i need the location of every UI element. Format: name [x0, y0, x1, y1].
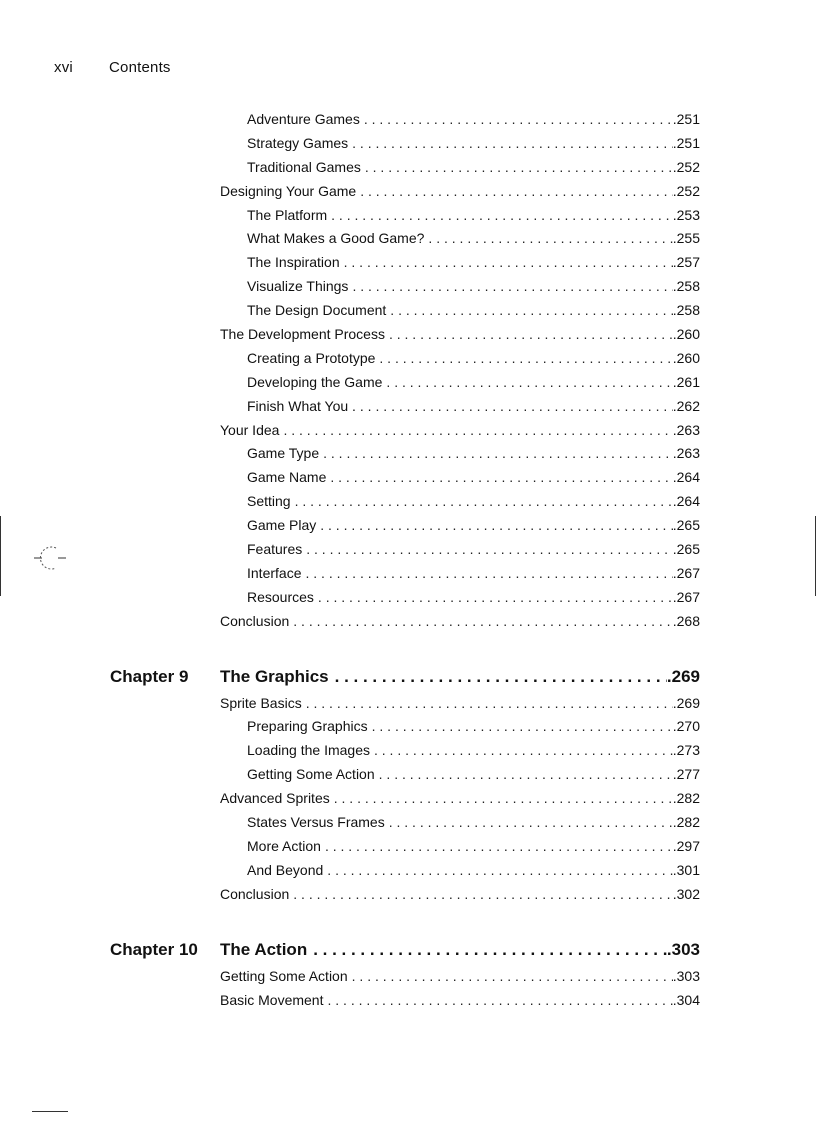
toc-entry-page-number: .260: [672, 326, 700, 343]
toc-entry-title: The Development Process: [220, 326, 385, 343]
chapter-title: The Graphics: [220, 666, 329, 686]
toc-entry-title: The Inspiration: [247, 254, 340, 271]
toc-entry: [247, 299, 700, 323]
dot-leader: [352, 275, 672, 299]
toc-entry-title: Game Type: [247, 445, 320, 462]
toc-entry-page-number: .302: [672, 885, 700, 902]
toc-entry-title: Loading the Images: [247, 742, 370, 759]
toc-entry-page-number: .264: [672, 469, 700, 486]
dot-leader: [306, 692, 673, 716]
toc-entry-title: What Makes a Good Game?: [247, 230, 425, 247]
toc-entry-title: And Beyond: [247, 861, 324, 878]
toc-entry-title: Resources: [247, 588, 314, 605]
dot-leader: [295, 490, 673, 514]
chapter-label: Chapter 10: [110, 939, 198, 959]
chapter-gap: [110, 907, 700, 915]
dot-leader: [344, 251, 673, 275]
toc-entry-title: Advanced Sprites: [220, 790, 330, 807]
toc-entry-page-number: .263: [672, 421, 700, 438]
toc-entry-page-number: .273: [672, 742, 700, 759]
toc-entry-page-number: .303: [672, 967, 700, 984]
toc-entry-page-number: .277: [672, 766, 700, 783]
dot-leader: [379, 347, 672, 371]
toc-entry: [220, 883, 700, 907]
dot-leader: [305, 562, 672, 586]
toc-entry-page-number: .255: [672, 230, 700, 247]
dot-leader: [428, 227, 672, 251]
toc-chapter-10: [110, 937, 700, 963]
dot-leader: [335, 664, 667, 690]
toc-entry: [247, 835, 700, 859]
toc-entry: [247, 132, 700, 156]
toc-entry: [247, 859, 700, 883]
toc-entry: [247, 562, 700, 586]
toc-entry-title: The Platform: [247, 206, 328, 223]
toc-entry-title: More Action: [247, 837, 321, 854]
toc-chapter-9: [110, 664, 700, 690]
chapter-title: The Action: [220, 939, 308, 959]
toc-entry-title: Preparing Graphics: [247, 718, 368, 735]
dot-leader: [318, 586, 673, 610]
toc-entry-page-number: .252: [672, 158, 700, 175]
toc-entry: [220, 180, 700, 204]
chapter-page-number: .303: [666, 939, 700, 959]
toc-entry: [220, 610, 700, 634]
toc-entry-page-number: .267: [672, 588, 700, 605]
toc-entry-page-number: .265: [672, 517, 700, 534]
toc-entry-title: Traditional Games: [247, 158, 361, 175]
dot-leader: [331, 204, 673, 228]
toc-entry: [247, 371, 700, 395]
toc-section-chapter-9: [110, 692, 700, 907]
toc-entry-title: Finish What You . . .: [247, 397, 372, 414]
toc-section-chapter-10: [110, 965, 700, 1013]
dot-leader: [379, 763, 673, 787]
toc-entry-page-number: .282: [672, 814, 700, 831]
toc-entry-title: Your Idea: [220, 421, 280, 438]
toc-entry: [247, 586, 700, 610]
toc-entry-page-number: .282: [672, 790, 700, 807]
dot-leader: [372, 715, 673, 739]
toc-entry: [247, 811, 700, 835]
toc-entry-page-number: .258: [672, 278, 700, 295]
dot-leader: [365, 156, 673, 180]
toc-entry: [247, 156, 700, 180]
toc-entry: [247, 395, 700, 419]
toc-entry-page-number: .304: [672, 991, 700, 1008]
toc-entry: [247, 275, 700, 299]
toc-entry-title: Strategy Games: [247, 134, 349, 151]
toc-entry-page-number: .267: [672, 564, 700, 581]
toc-entry-title: Conclusion: [220, 885, 290, 902]
toc-entry-title: Features: [247, 541, 303, 558]
toc-entry-page-number: .297: [672, 837, 700, 854]
dot-leader: [293, 883, 672, 907]
dot-leader: [330, 466, 672, 490]
toc-entry: [247, 227, 700, 251]
toc-entry-title: Getting Some Action: [220, 967, 348, 984]
toc-entry-page-number: .263: [672, 445, 700, 462]
toc-entry-page-number: .268: [672, 612, 700, 629]
toc-entry-page-number: .257: [672, 254, 700, 271]
toc-entry-page-number: .301: [672, 861, 700, 878]
toc-entry-title: Creating a Prototype: [247, 349, 376, 366]
toc-entry-page-number: .252: [672, 182, 700, 199]
toc-entry: [220, 323, 700, 347]
table-of-contents: [110, 108, 700, 1012]
chapter-label: Chapter 9: [110, 666, 189, 686]
toc-entry-page-number: .262: [672, 397, 700, 414]
toc-entry: [247, 442, 700, 466]
toc-entry: [220, 692, 700, 716]
toc-entry-title: Visualize Things: [247, 278, 349, 295]
toc-entry-page-number: .251: [672, 134, 700, 151]
dot-leader: [293, 610, 672, 634]
dot-leader: [389, 811, 673, 835]
toc-entry-page-number: .269: [672, 694, 700, 711]
toc-entry-page-number: .253: [672, 206, 700, 223]
dot-leader: [325, 835, 673, 859]
toc-entry-title: Adventure Games: [247, 111, 360, 127]
toc-entry: [220, 787, 700, 811]
dot-leader: [364, 108, 673, 132]
toc-entry: [220, 419, 700, 443]
toc-entry: [247, 763, 700, 787]
toc-entry: [247, 739, 700, 763]
toc-entry: [247, 251, 700, 275]
toc-entry-page-number: .264: [672, 493, 700, 510]
toc-entry: [247, 715, 700, 739]
toc-entry: [247, 538, 700, 562]
toc-entry-title: Basic Movement: [220, 991, 324, 1008]
dot-leader: [320, 514, 673, 538]
toc-entry-title: Getting Some Action: [247, 766, 375, 783]
chapter-gap: [110, 634, 700, 642]
dot-leader: [390, 299, 672, 323]
page-folio: xvi: [54, 59, 73, 76]
dot-leader: [389, 323, 673, 347]
registration-mark-icon: [32, 540, 68, 576]
dot-leader: [386, 371, 672, 395]
toc-entry-page-number: .270: [672, 718, 700, 735]
dot-leader: [313, 937, 667, 963]
chapter-page-number: .269: [666, 666, 700, 686]
running-head-title: Contents: [109, 59, 171, 76]
toc-entry: [220, 965, 700, 989]
dot-leader: [283, 419, 672, 443]
toc-entry: [220, 989, 700, 1013]
toc-entry: [247, 466, 700, 490]
scan-edge-left: [0, 516, 1, 596]
toc-entry: [247, 347, 700, 371]
toc-entry-title: Interface: [247, 564, 302, 581]
dot-leader: [306, 538, 673, 562]
toc-entry-title: Game Play: [247, 517, 317, 534]
toc-entry-page-number: .258: [672, 302, 700, 319]
toc-entry-page-number: .260: [672, 349, 700, 366]
dot-leader: [334, 787, 673, 811]
dot-leader: [352, 132, 673, 156]
toc-entry-title: Sprite Basics: [220, 694, 302, 711]
toc-entry-page-number: .251: [672, 111, 700, 127]
toc-entry: [247, 108, 700, 132]
toc-entry: [247, 204, 700, 228]
toc-section-chapter-8-continued: [110, 108, 700, 634]
toc-entry-title: The Design Document: [247, 302, 387, 319]
dot-leader: [360, 180, 673, 204]
toc-entry-title: States Versus Frames: [247, 814, 385, 831]
dot-leader: [352, 965, 673, 989]
running-head: [54, 59, 171, 76]
toc-entry-title: Developing the Game: [247, 373, 383, 390]
toc-entry-title: Designing Your Game: [220, 182, 357, 199]
crop-mark: [32, 1111, 68, 1112]
toc-entry-page-number: .261: [672, 373, 700, 390]
toc-entry-title: Conclusion: [220, 612, 290, 629]
dot-leader: [327, 989, 672, 1013]
toc-entry-page-number: .265: [672, 541, 700, 558]
toc-entry: [247, 490, 700, 514]
toc-entry-title: Setting: [247, 493, 291, 510]
dot-leader: [376, 395, 673, 419]
toc-entry: [247, 514, 700, 538]
dot-leader: [323, 442, 673, 466]
dot-leader: [374, 739, 673, 763]
toc-entry-title: Game Name: [247, 469, 327, 486]
dot-leader: [327, 859, 672, 883]
